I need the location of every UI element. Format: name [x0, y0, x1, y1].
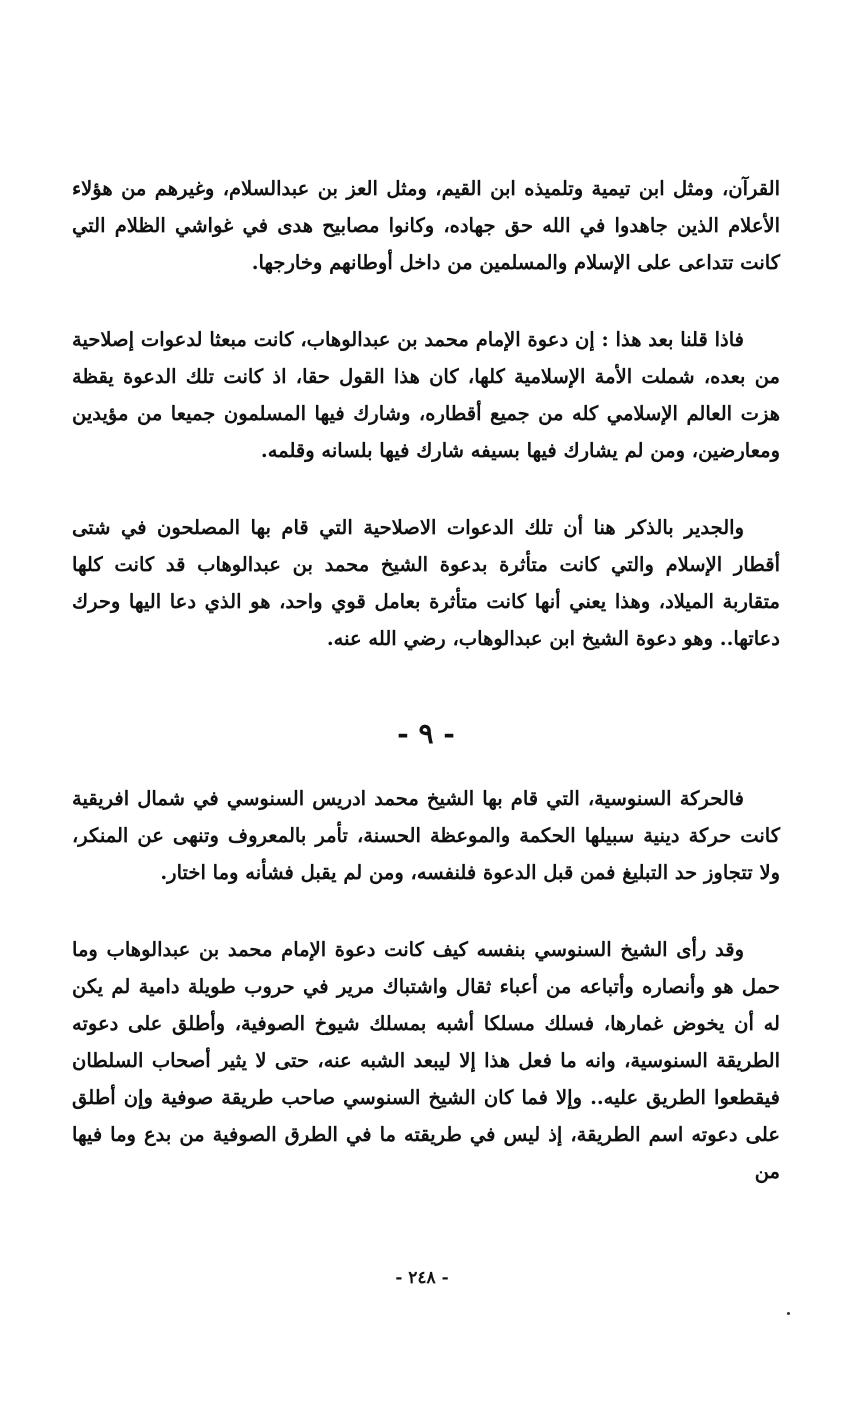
paragraph-4: فالحركة السنوسية، التي قام بها الشيخ محمد ادريس السنوسي في شمال افريقية كانت حركة دينية سبيلها الحكمة والموعظة الحسنة، تأمر بالمعروف وتنهى عن المنكر، ولا تتجاوز حد التبليغ فمن قبل الدعوة فلنفسه، ومن لم يقبل فشأنه وما اختار. — [72, 787, 780, 884]
section-number: - ٩ - — [397, 717, 455, 750]
page-number: - ٢٤٨ - — [395, 1268, 449, 1288]
paragraph-5: وقد رأى الشيخ السنوسي بنفسه كيف كانت دعوة الإمام محمد بن عبدالوهاب وما حمل هو وأنصاره وأتباعه من أعباء ثقال واشتباك مرير في حروب طويلة دامية لم يكن له أن يخوض غمارها، فسلك مسلكا أشبه بمسلك شيوخ الصوفية، وأطلق على دعوته الطريقة السنوسية، وانه ما فعل هذا إلا ليبعد الشبه عنه، حتى لا يثير أصحاب السلطان فيقطعوا الطريق عليه.. وإلا فما كان الشيخ السنوسي صاحب طريقة صوفية وإن أطلق على دعوته اسم الطريقة، إذ ليس في طريقته ما في الطرق الصوفية من بدع وما فيها من — [72, 938, 780, 1183]
page-body — [72, 170, 780, 1190]
paragraph-2: فاذا قلنا بعد هذا : إن دعوة الإمام محمد بن عبدالوهاب، كانت مبعثا لدعوات إصلاحية من بعده، شملت الأمة الإسلامية كلها، كان هذا القول حقا، اذ كانت تلك الدعوة يقظة هزت العالم الإسلامي كله من جميع أقطاره، وشارك فيها المسلمون جميعا من مؤيدين ومعارضين، ومن لم يشارك فيها بسيفه شارك فيها بلسانه وقلمه. — [72, 328, 780, 462]
scan-speck — [787, 1312, 790, 1315]
paragraph-1: القرآن، ومثل ابن تيمية وتلميذه ابن القيم، ومثل العز بن عبدالسلام، وغيرهم من هؤلاء الأعلام الذين جاهدوا في الله حق جهاده، وكانوا مصابيح هدى في غواشي الظلام التي كانت تتداعى على الإسلام والمسلمين من داخل أوطانهم وخارجها. — [72, 177, 780, 274]
paragraph-3: والجدير بالذكر هنا أن تلك الدعوات الاصلاحية التي قام بها المصلحون في شتى أقطار الإسلام والتي كانت متأثرة بدعوة الشيخ محمد بن عبدالوهاب قد كانت كلها متقاربة الميلاد، وهذا يعني أنها كانت متأثرة بعامل قوي واحد، هو الذي دعا اليها وحرك دعاتها.. وهو دعوة الشيخ ابن عبدالوهاب، رضي الله عنه. — [72, 516, 780, 650]
